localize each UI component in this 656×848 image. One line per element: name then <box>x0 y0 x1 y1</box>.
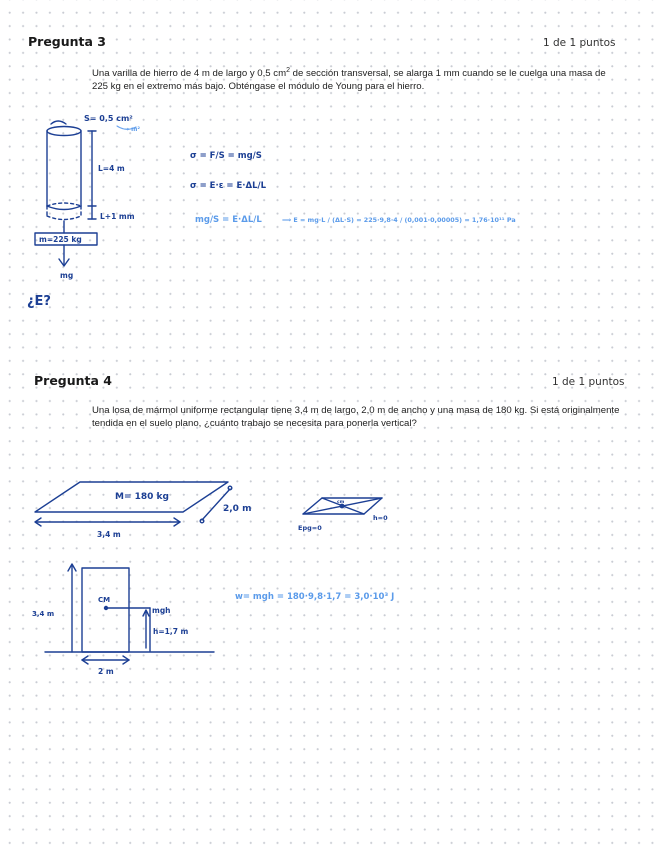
question-3-title: Pregunta 3 <box>28 34 107 49</box>
h-zero-label: h=0 <box>373 514 388 522</box>
base-label: 2 m <box>98 667 114 676</box>
statement-part: Una varilla de hierro de 4 m de largo y 0,5 cm <box>92 68 287 79</box>
work-line-3-left: mg/S = E·ΔL/L <box>195 215 262 225</box>
epg-zero-label: Epg=0 <box>298 524 322 532</box>
work-formula: w= mgh = 180·9,8·1,7 = 3,0·10³ J <box>235 592 395 602</box>
work-line-1: σ = F/S = mg/S <box>190 151 262 161</box>
mass-label: m=225 kg <box>39 235 82 244</box>
question-4-title: Pregunta 4 <box>34 373 113 388</box>
slab-length-label: 3,4 m <box>97 530 121 539</box>
work-line-2: σ = E·ε = E·ΔL/L <box>190 181 267 191</box>
section-hint: → m² <box>124 126 140 133</box>
length-label: L=4 m <box>98 164 125 173</box>
statement-superscript: 2 <box>286 66 291 74</box>
section-label: S= 0,5 cm² <box>84 114 133 123</box>
slab-sketch <box>35 482 232 526</box>
flat-cm-label: cm <box>337 500 345 505</box>
mgh-label: mgh <box>152 606 171 615</box>
slab-mass-label: M= 180 kg <box>115 492 169 502</box>
upright-height-label: 3,4 m <box>32 610 55 618</box>
statement-part: de sección transversal, se alarga 1 mm cuando se le cuelga una masa de 225 kg en el extremo más bajo. Obténgase el módulo de Young para el hierro. <box>92 68 606 92</box>
upright-cm-label: CM <box>98 596 111 604</box>
question-4-statement: Una losa de mármol uniforme rectangular tiene 3,4 m de largo, 2,0 m de ancho y una masa de 180 kg. Si está originalmente tendida en el suelo plano, ¿cuánto trabajo se necesita para ponerla vertical? <box>92 405 620 429</box>
work-line-3-right: ⟹ E = mg·L / (ΔL·S) = 225·9,8·4 / (0,001·0,00005) = 1,76·10¹¹ Pa <box>282 216 516 224</box>
question-4-points: 1 de 1 puntos <box>552 376 625 388</box>
question-3-points: 1 de 1 puntos <box>543 37 616 49</box>
upright-slab-sketch <box>45 564 214 664</box>
slab-width-label: 2,0 m <box>223 504 252 514</box>
unknown-label: ¿E? <box>27 294 51 309</box>
h-value-label: h=1,7 m <box>153 627 189 636</box>
rod-sketch <box>35 121 136 266</box>
weight-label: mg <box>60 271 74 280</box>
elongation-label: L+1 mm <box>100 212 135 221</box>
